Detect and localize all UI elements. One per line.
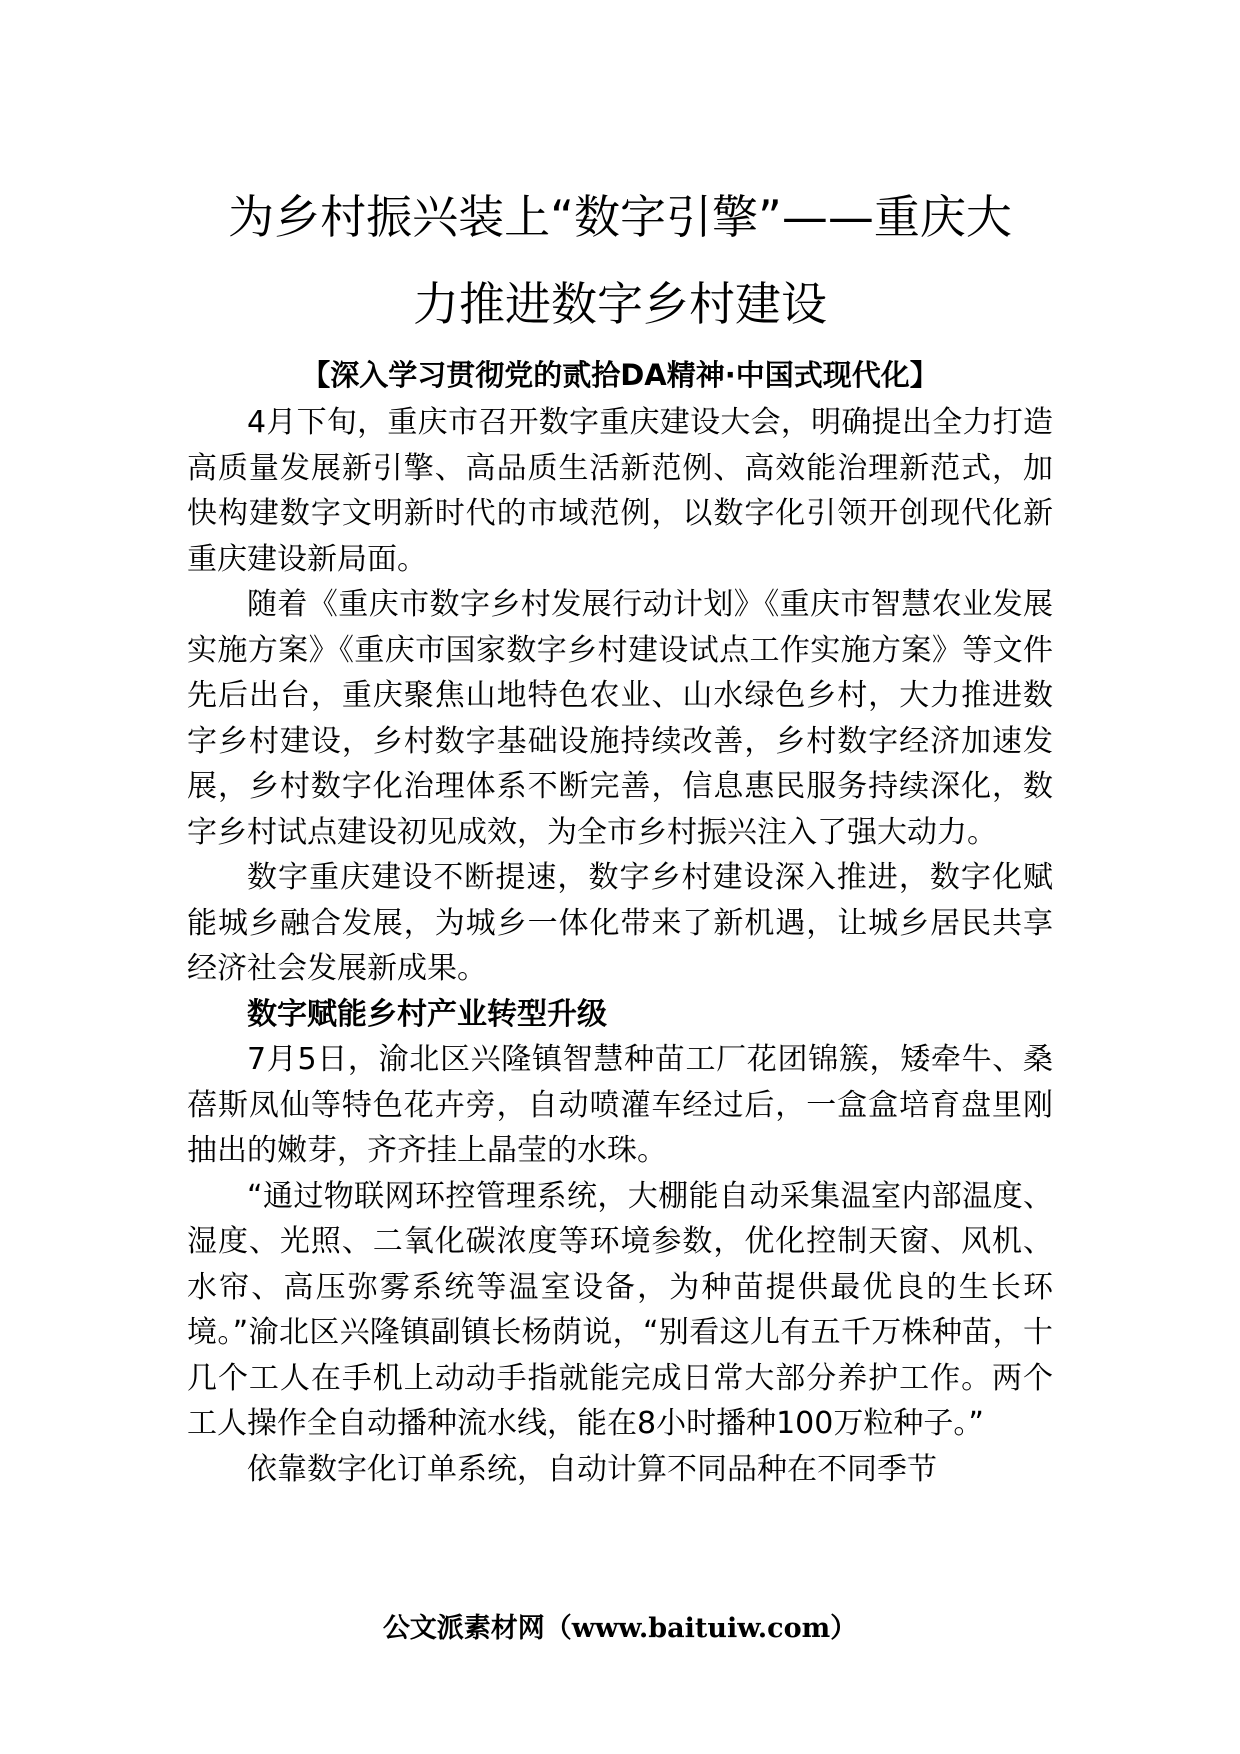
paragraph: 依靠数字化订单系统，自动计算不同品种在不同季节	[247, 1451, 937, 1487]
section-heading: 数字赋能乡村产业转型升级	[247, 996, 607, 1032]
document-subtitle: 【深入学习贯彻党的贰拾DA精神·中国式现代化】	[301, 358, 939, 392]
paragraph: 随着《重庆市数字乡村发展行动计划》《重庆市智慧农业发展实施方案》《重庆市国家数字乡村建设试点工作实施方案》等文件先后出台，重庆聚焦山地特色农业、山水绿色乡村，大力推进数字乡村建设，乡村数字基础设施持续改善，乡村数字经济加速发展，乡村数字化治理体系不断完善，信息惠民服务持续深化，数字乡村试点建设初见成效，为全市乡村振兴注入了强大动力。	[187, 587, 1053, 850]
paragraph: 数字重庆建设不断提速，数字乡村建设深入推进，数字化赋能城乡融合发展，为城乡一体化带来了新机遇，让城乡居民共享经济社会发展新成果。	[187, 860, 1053, 986]
document-title-line-1: 为乡村振兴装上“数字引擎”——重庆大	[228, 190, 1012, 244]
paragraph: 4月下旬，重庆市召开数字重庆建设大会，明确提出全力打造高质量发展新引擎、高品质生活新范例、高效能治理新范式，加快构建数字文明新时代的市域范例，以数字化引领开创现代化新重庆建设新局面。	[187, 405, 1053, 577]
paragraph: 7月5日，渝北区兴隆镇智慧种苗工厂花团锦簇，矮牵牛、桑蓓斯凤仙等特色花卉旁，自动喷灌车经过后，一盒盒培育盘里刚抽出的嫩芽，齐齐挂上晶莹的水珠。	[187, 1042, 1053, 1168]
document-title-line-2: 力推进数字乡村建设	[413, 277, 827, 331]
footer-source: 公文派素材网（www.baituiw.com）	[382, 1613, 858, 1644]
document-body	[187, 400, 1053, 1492]
paragraph: “通过物联网环控管理系统，大棚能自动采集温室内部温度、湿度、光照、二氧化碳浓度等环境参数，优化控制天窗、风机、水帘、高压弥雾系统等温室设备，为种苗提供最优良的生长环境。”渝北区兴隆镇副镇长杨荫说，“别看这儿有五千万株种苗，十几个工人在手机上动动手指就能完成日常大部分养护工作。两个工人操作全自动播种流水线，能在8小时播种100万粒种子。”	[187, 1178, 1053, 1441]
